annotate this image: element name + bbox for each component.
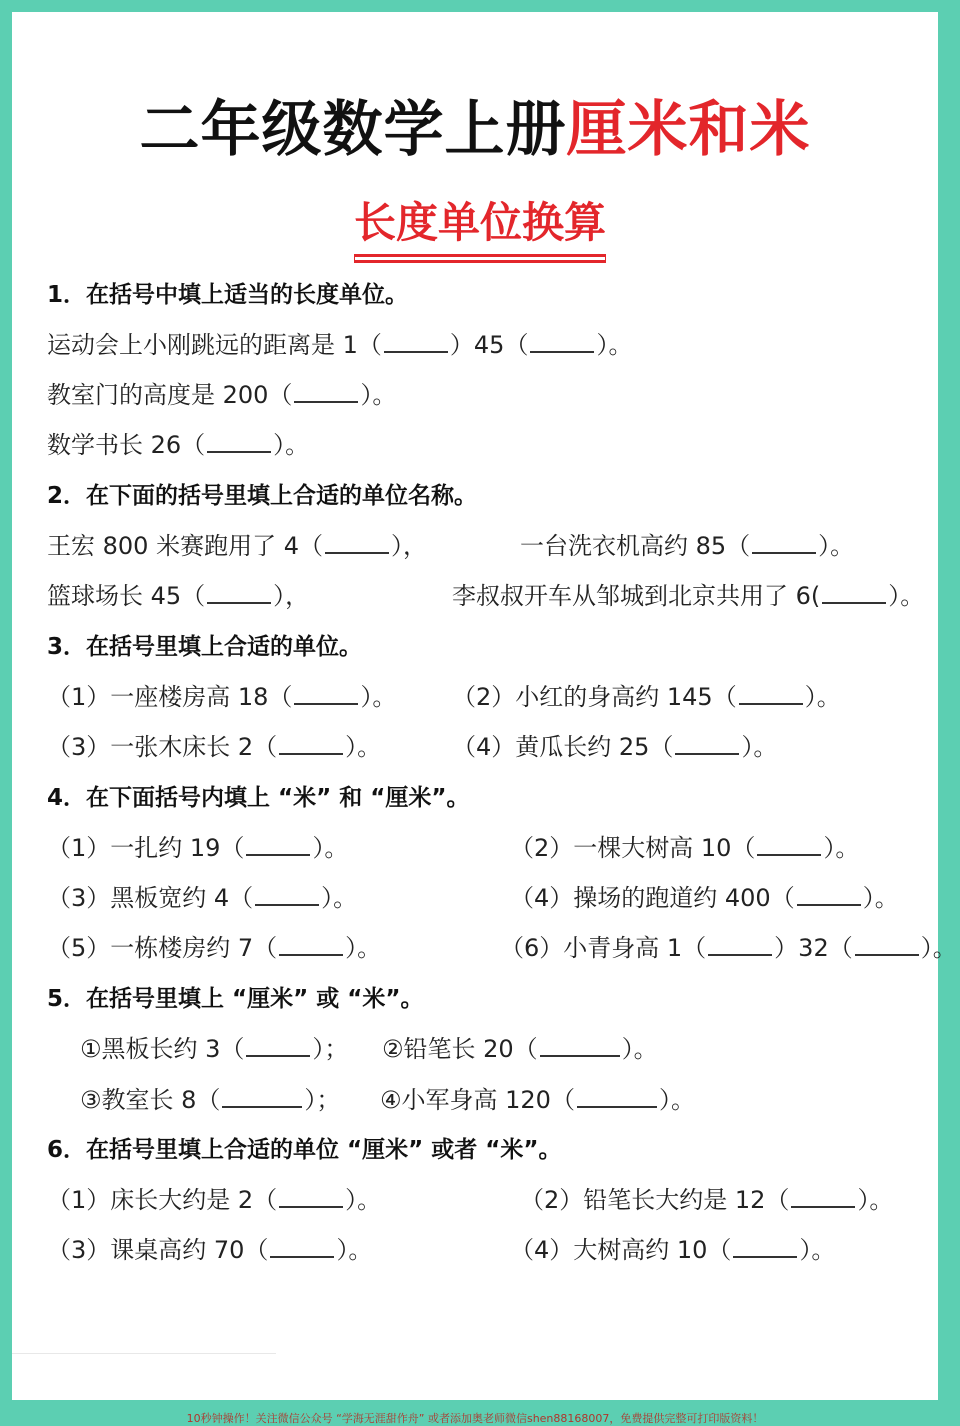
answer-blank[interactable]: [222, 1086, 302, 1108]
question-line: [452, 581, 924, 611]
question-text: ①黑板长约 3（: [80, 1035, 245, 1063]
question-text: ③教室长 8（: [80, 1086, 221, 1114]
question-text: （2）一棵大树高 10（: [510, 834, 756, 862]
answer-blank[interactable]: [757, 834, 821, 856]
question-text: （6）小青身高 1（: [500, 934, 707, 962]
answer-blank[interactable]: [540, 1035, 620, 1057]
question-text: ）。: [818, 532, 855, 560]
question-text: ）。: [273, 431, 310, 459]
question-line: [47, 531, 427, 561]
question-text: ）。: [621, 1035, 658, 1063]
question-text: 数学书长 26（: [47, 431, 206, 459]
subtitle-text: 长度单位换算: [354, 190, 606, 257]
question-line: [47, 330, 632, 360]
question-text: （1）床长大约是 2（: [47, 1186, 278, 1214]
question-line: [510, 883, 899, 913]
question-text: ②铅笔长 20（: [382, 1035, 538, 1063]
question-line: [47, 581, 309, 611]
question-line: [47, 430, 309, 460]
question-text: ）。: [345, 733, 382, 761]
answer-blank[interactable]: [797, 884, 861, 906]
answer-blank[interactable]: [294, 683, 358, 705]
question-text: ）。: [345, 1186, 382, 1214]
question-text: （1）一扎约 19（: [47, 834, 245, 862]
question-line: [47, 682, 396, 712]
question-line: [80, 1034, 348, 1064]
question-text: ）。: [321, 884, 358, 912]
question-line: [47, 833, 348, 863]
question-line: [80, 1085, 340, 1115]
question-text: ），: [273, 582, 310, 610]
page-title: [0, 82, 950, 168]
question-line: [47, 1235, 372, 1265]
question-line: [382, 1034, 658, 1064]
question-line: [47, 380, 396, 410]
answer-blank[interactable]: [855, 934, 919, 956]
question-text: ）。: [345, 934, 382, 962]
answer-blank[interactable]: [752, 532, 816, 554]
question-line: [452, 682, 841, 712]
question-line: [500, 933, 957, 963]
question-text: ）45（: [449, 331, 529, 359]
answer-blank[interactable]: [246, 1035, 310, 1057]
question-text: ）。: [862, 884, 899, 912]
question-line: [47, 732, 381, 762]
question-text: （1）一座楼房高 18（: [47, 683, 293, 711]
section-5-heading: 5．在括号里填上 “厘米” 或 “米”。: [47, 986, 424, 1012]
section-2-heading: 2．在下面的括号里填上合适的单位名称。: [47, 483, 478, 509]
question-text: 王宏 800 米赛跑用了 4（: [47, 532, 323, 560]
question-text: 一台洗衣机高约 85（: [520, 532, 751, 560]
question-line: [510, 1235, 835, 1265]
question-text: ）。: [312, 834, 349, 862]
answer-blank[interactable]: [577, 1086, 657, 1108]
answer-blank[interactable]: [255, 884, 319, 906]
question-text: 篮球场长 45（: [47, 582, 206, 610]
question-text: （3）黑板宽约 4（: [47, 884, 254, 912]
question-text: ）32（: [774, 934, 853, 962]
section-6-heading: 6．在括号里填上合适的单位 “厘米” 或者 “米”。: [47, 1137, 562, 1163]
answer-blank[interactable]: [294, 381, 358, 403]
question-line: [452, 732, 777, 762]
question-text: ）。: [920, 934, 957, 962]
question-line: [47, 933, 381, 963]
question-text: ）；: [304, 1086, 341, 1114]
answer-blank[interactable]: [207, 431, 271, 453]
answer-blank[interactable]: [270, 1236, 334, 1258]
question-text: ）。: [888, 582, 925, 610]
question-text: （4）操场的跑道约 400（: [510, 884, 795, 912]
answer-blank[interactable]: [279, 733, 343, 755]
question-text: ）。: [336, 1236, 373, 1264]
question-text: 教室门的高度是 200（: [47, 381, 293, 409]
question-text: ）。: [360, 381, 397, 409]
question-text: ）。: [804, 683, 841, 711]
title-highlight: 厘米和米: [566, 95, 811, 165]
question-text: （4）大树高约 10（: [510, 1236, 732, 1264]
question-text: ）。: [596, 331, 633, 359]
question-text: （5）一栋楼房约 7（: [47, 934, 278, 962]
question-text: ）。: [741, 733, 778, 761]
answer-blank[interactable]: [325, 532, 389, 554]
question-text: （2）铅笔长大约是 12（: [520, 1186, 790, 1214]
question-text: ）。: [799, 1236, 836, 1264]
title-main: 二年级数学上册: [139, 95, 567, 165]
question-text: ），: [390, 532, 427, 560]
question-text: （3）课桌高约 70（: [47, 1236, 269, 1264]
question-text: ④小军身高 120（: [380, 1086, 575, 1114]
divider: [12, 1353, 276, 1354]
page-subtitle: [0, 190, 960, 257]
answer-blank[interactable]: [279, 1186, 343, 1208]
answer-blank[interactable]: [207, 582, 271, 604]
question-text: （3）一张木床长 2（: [47, 733, 278, 761]
question-text: ）。: [658, 1086, 695, 1114]
section-3-heading: 3．在括号里填上合适的单位。: [47, 634, 363, 660]
answer-blank[interactable]: [822, 582, 886, 604]
answer-blank[interactable]: [675, 733, 739, 755]
footer-notice: 10秒钟操作！关注微信公众号 “学海无涯甜作舟” 或者添加奥老师微信shen88168007，免费提供完整可打印版资料！: [186, 1412, 764, 1425]
answer-blank[interactable]: [246, 834, 310, 856]
answer-blank[interactable]: [708, 934, 772, 956]
question-text: （2）小红的身高约 145（: [452, 683, 737, 711]
question-text: 李叔叔开车从邹城到北京共用了 6(: [452, 582, 821, 610]
answer-blank[interactable]: [791, 1186, 855, 1208]
answer-blank[interactable]: [739, 683, 803, 705]
question-text: ）。: [857, 1186, 894, 1214]
answer-blank[interactable]: [384, 331, 448, 353]
question-line: [520, 531, 854, 561]
answer-blank[interactable]: [733, 1236, 797, 1258]
question-text: ）。: [823, 834, 860, 862]
question-line: [47, 883, 357, 913]
question-line: [47, 1185, 381, 1215]
question-text: ）。: [360, 683, 397, 711]
answer-blank[interactable]: [530, 331, 594, 353]
question-text: ）；: [312, 1035, 349, 1063]
question-text: （4）黄瓜长约 25（: [452, 733, 674, 761]
question-line: [510, 833, 859, 863]
section-4-heading: 4．在下面括号内填上 “米” 和 “厘米”。: [47, 785, 470, 811]
section-1-heading: 1．在括号中填上适当的长度单位。: [47, 282, 409, 308]
answer-blank[interactable]: [279, 934, 343, 956]
question-text: 运动会上小刚跳远的距离是 1（: [47, 331, 382, 359]
question-line: [520, 1185, 893, 1215]
question-line: [380, 1085, 695, 1115]
